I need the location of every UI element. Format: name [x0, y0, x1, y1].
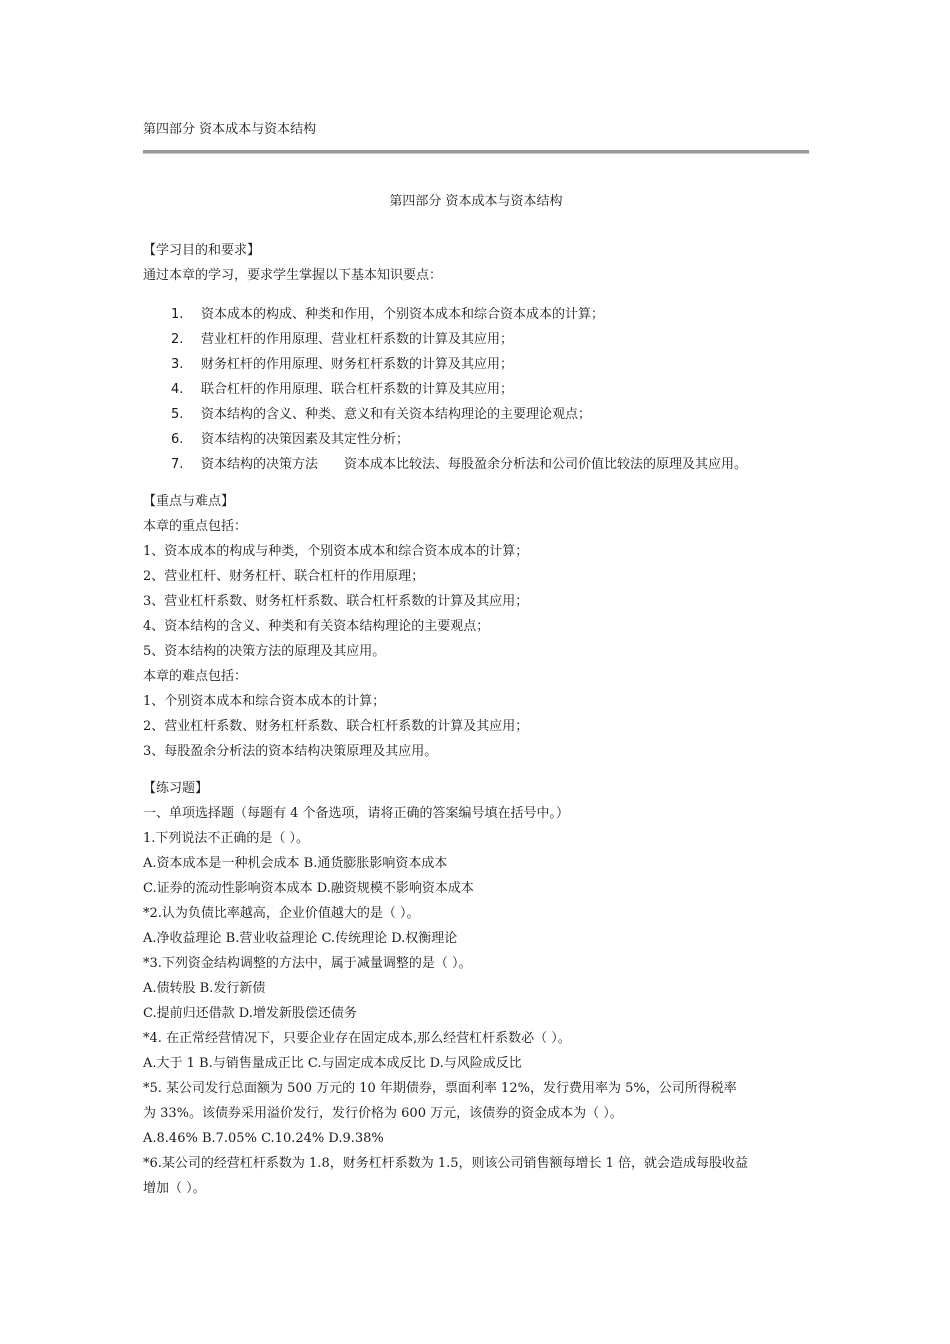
question-line: *3.下列资金结构调整的方法中，属于减量调整的是（ ）。 — [143, 956, 472, 971]
keypoints-heading: 【重点与难点】 — [143, 494, 235, 509]
difficulty-item: 2、营业杠杆系数、财务杠杆系数、联合杠杆系数的计算及其应用； — [143, 719, 529, 734]
list-item — [143, 427, 809, 452]
list-number: 3. — [171, 357, 184, 372]
list-text: 资本结构的含义、种类、意义和有关资本结构理论的主要理论观点； — [201, 407, 592, 422]
list-number: 5. — [171, 407, 184, 422]
list-number: 2. — [171, 332, 184, 347]
header-rule — [143, 150, 809, 154]
question-5-options: A.8.46% B.7.05% C.10.24% D.9.38% — [143, 1131, 384, 1146]
difficulty-intro: 本章的难点包括： — [143, 669, 248, 684]
exercises-heading: 【练习题】 — [143, 781, 209, 796]
list-text: 资本结构的决策方法 资本成本比较法、每股盈余分析法和公司价值比较法的原理及其应用。 — [201, 457, 748, 472]
objectives-intro: 通过本章的学习，要求学生掌握以下基本知识要点： — [143, 268, 443, 283]
list-number: 1. — [171, 307, 184, 322]
key-item: 3、营业杠杆系数、财务杠杆系数、联合杠杆系数的计算及其应用； — [143, 594, 529, 609]
objectives-heading: 【学习目的和要求】 — [143, 243, 261, 258]
question-5-line-2: 为 33%。该债券采用溢价发行，发行价格为 600 万元，该债券的资金成本为（ ）。 — [143, 1106, 623, 1121]
question-line: A.债转股 B.发行新债 — [143, 981, 266, 996]
difficulty-item: 1、个别资本成本和综合资本成本的计算； — [143, 694, 386, 709]
list-item — [143, 302, 809, 327]
question-line: A.净收益理论 B.营业收益理论 C.传统理论 D.权衡理论 — [143, 931, 458, 946]
list-text: 资本结构的决策因素及其定性分析； — [201, 432, 410, 447]
section-title: 一、单项选择题（每题有 4 个备选项，请将正确的答案编号填在括号中。） — [143, 806, 570, 821]
question-line: C.提前归还借款 D.增发新股偿还债务 — [143, 1006, 357, 1021]
key-item: 1、资本成本的构成与种类，个别资本成本和综合资本成本的计算； — [143, 544, 529, 559]
question-5-line-1: *5. 某公司发行总面额为 500 万元的 10 年期债券，票面利率 12%，发行费用率为 5%，公司所得税率 — [143, 1081, 737, 1096]
list-number: 4. — [171, 382, 184, 397]
list-text: 营业杠杆的作用原理、营业杠杆系数的计算及其应用； — [201, 332, 514, 347]
list-text: 财务杠杆的作用原理、财务杠杆系数的计算及其应用； — [201, 357, 514, 372]
list-number: 7. — [171, 457, 184, 472]
question-line: 1.下列说法不正确的是（ ）。 — [143, 831, 310, 846]
question-6-line-2: 增加（ ）。 — [143, 1181, 206, 1196]
list-item — [143, 377, 809, 402]
running-header: 第四部分 资本成本与资本结构 — [143, 122, 317, 137]
list-text: 联合杠杆的作用原理、联合杠杆系数的计算及其应用； — [201, 382, 514, 397]
key-intro: 本章的重点包括： — [143, 519, 248, 534]
list-item — [143, 327, 809, 352]
list-item — [143, 452, 809, 477]
key-item: 4、资本结构的含义、种类和有关资本结构理论的主要观点； — [143, 619, 490, 634]
list-item — [143, 352, 809, 377]
document-body — [143, 238, 809, 1201]
question-line: *2.认为负债比率越高，企业价值越大的是（ ）。 — [143, 906, 420, 921]
objectives-list — [143, 302, 809, 477]
question-line: *4. 在正常经营情况下，只要企业存在固定成本,那么经营杠杆系数必（ ）。 — [143, 1031, 571, 1046]
question-line: A.大于 1 B.与销售量成正比 C.与固定成本成反比 D.与风险成反比 — [143, 1056, 522, 1071]
question-6-line-1: *6.某公司的经营杠杆系数为 1.8，财务杠杆系数为 1.5，则该公司销售额每增长 1 倍，就会造成每股收益 — [143, 1156, 749, 1171]
list-item — [143, 402, 809, 427]
difficulty-item: 3、每股盈余分析法的资本结构决策原理及其应用。 — [143, 744, 438, 759]
question-line: C.证券的流动性影响资本成本 D.融资规模不影响资本成本 — [143, 881, 474, 896]
key-item: 2、营业杠杆、财务杠杆、联合杠杆的作用原理； — [143, 569, 425, 584]
list-number: 6. — [171, 432, 184, 447]
page-title: 第四部分 资本成本与资本结构 — [389, 194, 563, 209]
key-item: 5、资本结构的决策方法的原理及其应用。 — [143, 644, 386, 659]
question-line: A.资本成本是一种机会成本 B.通货膨胀影响资本成本 — [143, 856, 448, 871]
list-text: 资本成本的构成、种类和作用，个别资本成本和综合资本成本的计算； — [201, 307, 605, 322]
